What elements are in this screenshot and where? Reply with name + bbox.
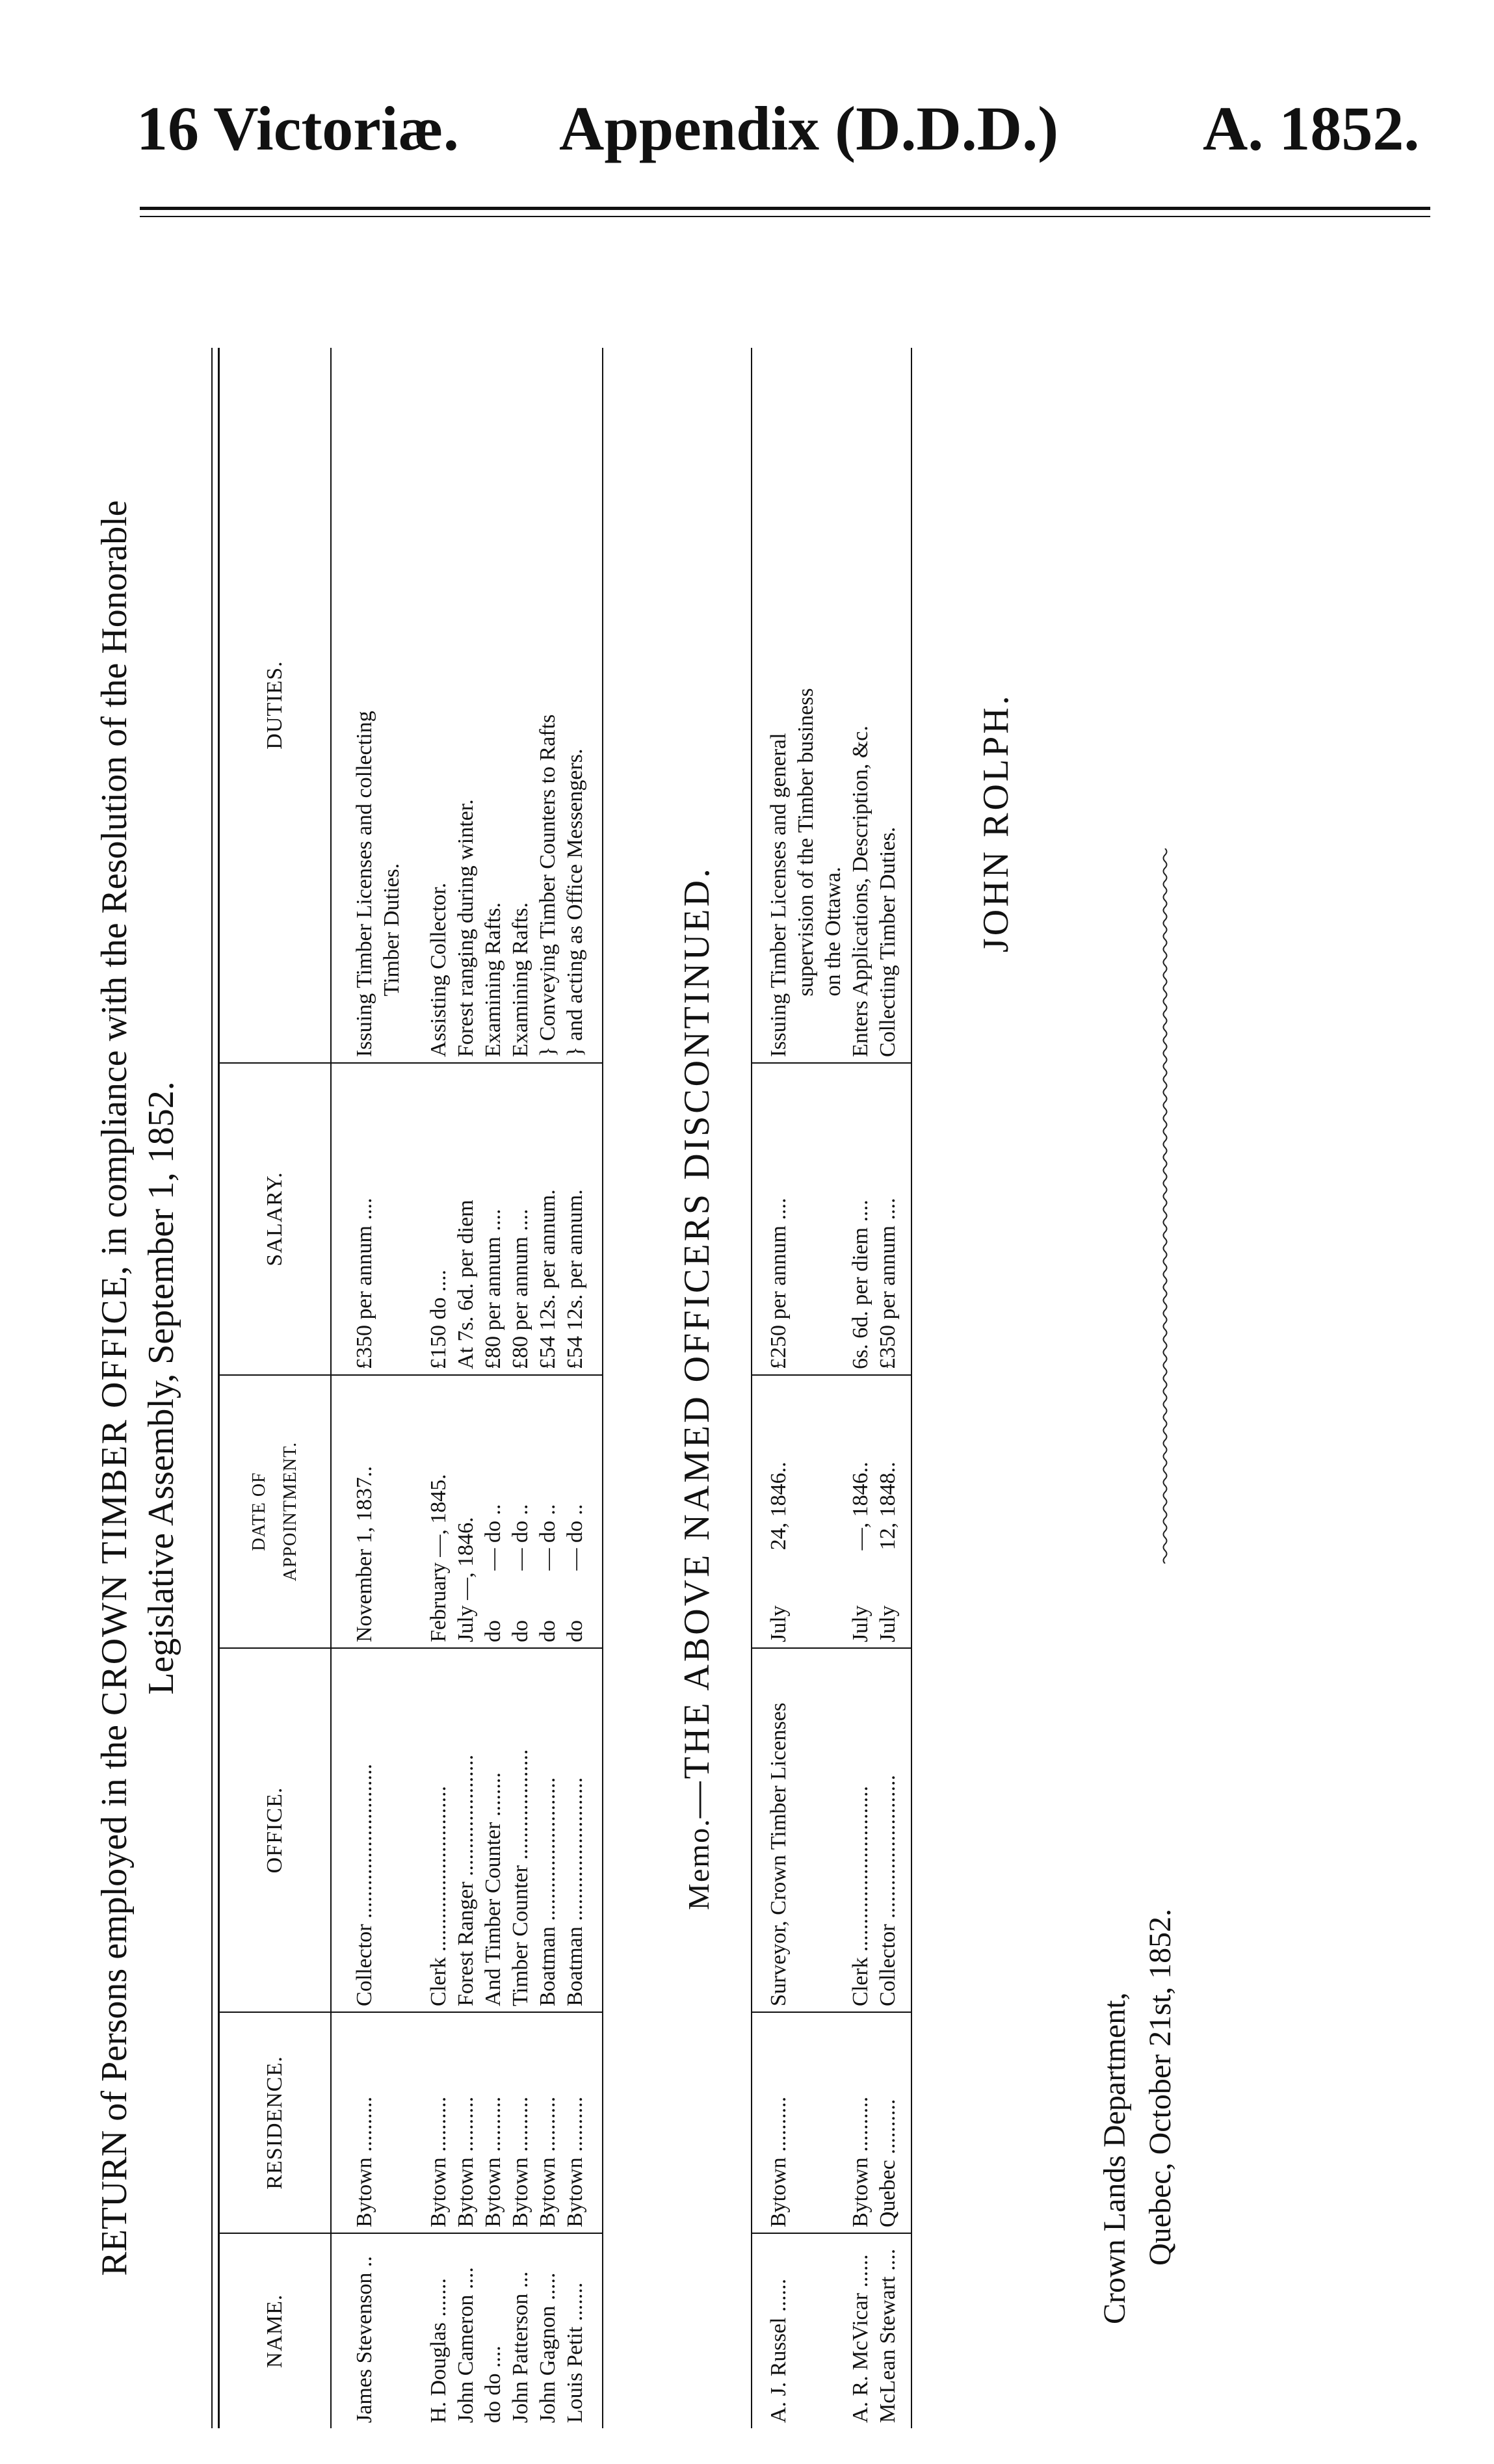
row-name: do do .... xyxy=(481,2346,505,2423)
memo-prefix: Memo. xyxy=(682,1818,715,1910)
row-residence: Bytown .......... xyxy=(406,2012,452,2233)
rotated-return-page xyxy=(78,328,1365,2448)
row-duties: Issuing Timber Licenses and collecting Timber Duties. xyxy=(331,348,406,1063)
row-residence: Bytown .......... xyxy=(507,2012,534,2233)
header-rule-thin xyxy=(140,216,1430,217)
table-row xyxy=(452,348,480,2428)
row-salary: At 7s. 6d. per diem xyxy=(452,1063,480,1375)
row-duties: Collecting Timber Duties. xyxy=(874,348,911,1063)
table-top-rule xyxy=(211,348,213,2428)
table-row xyxy=(874,348,911,2428)
table-row xyxy=(562,348,589,2428)
department-block xyxy=(1092,1909,1183,2324)
table-row xyxy=(331,348,406,2428)
col-residence-header: RESIDENCE. xyxy=(219,2012,332,2233)
signature: JOHN ROLPH. xyxy=(976,693,1016,952)
row-date: do — do .. xyxy=(480,1375,507,1648)
title-office-name: CROWN TIMBER OFFICE, xyxy=(94,1265,135,1716)
row-duties: Forest ranging during winter. xyxy=(452,348,480,1063)
row-date: July —, 1846. xyxy=(452,1375,480,1648)
row-salary: £150 do .... xyxy=(406,1063,452,1375)
row-name: John Cameron .... xyxy=(454,2267,478,2423)
row-office: Timber Counter .................... xyxy=(507,1648,534,2012)
return-title xyxy=(91,328,185,2448)
row-duties: Examining Rafts. xyxy=(507,348,534,1063)
row-date: July —, 1846.. xyxy=(847,1375,874,1648)
row-residence: Bytown .......... xyxy=(562,2012,589,2233)
table-row xyxy=(847,348,874,2428)
row-salary: £54 12s. per annum. xyxy=(534,1063,562,1375)
return-table xyxy=(218,348,603,2428)
table-header-row xyxy=(219,348,332,2428)
row-name: A. R. McVicar ...... xyxy=(848,2254,872,2423)
col-salary-header: SALARY. xyxy=(219,1063,332,1375)
title-line1-post: in compliance with the Resolution of the Honorable xyxy=(94,500,135,1265)
row-duties: Enters Applications, Description, &c. xyxy=(847,348,874,1063)
header-rule-thick xyxy=(140,207,1430,210)
row-salary: £250 per annum .... xyxy=(752,1063,847,1375)
row-office: Collector .......................... xyxy=(874,1648,911,2012)
row-duties: Issuing Timber Licenses and general supervision of the Timber business on the Ottawa. xyxy=(752,348,847,1063)
row-residence: Bytown .......... xyxy=(480,2012,507,2233)
table-row xyxy=(480,348,507,2428)
table-row xyxy=(752,348,847,2428)
row-salary: 6s. 6d. per diem .... xyxy=(847,1063,874,1375)
row-duties: } and acting as Office Messengers. xyxy=(562,348,589,1063)
row-office: Clerk .............................. xyxy=(406,1648,452,2012)
col-duties-header: DUTIES. xyxy=(219,348,332,1063)
row-date: July 12, 1848.. xyxy=(874,1375,911,1648)
table-row xyxy=(534,348,562,2428)
row-name: McLean Stewart .... xyxy=(874,2233,911,2428)
current-officers-table xyxy=(751,348,912,2428)
row-salary: £54 12s. per annum. xyxy=(562,1063,589,1375)
row-residence: Bytown .......... xyxy=(847,2012,874,2233)
row-name: Louis Petit ....... xyxy=(563,2282,587,2423)
row-name: John Gagnon ..... xyxy=(536,2272,560,2423)
row-residence: Bytown .......... xyxy=(752,2012,847,2233)
row-residence: Bytown .......... xyxy=(452,2012,480,2233)
row-date: do — do .. xyxy=(534,1375,562,1648)
row-salary: £350 per annum .... xyxy=(874,1063,911,1375)
row-salary: £350 per annum .... xyxy=(331,1063,406,1375)
col-office-header: OFFICE. xyxy=(219,1648,332,2012)
table-section-end xyxy=(589,348,603,2428)
row-residence: Bytown .......... xyxy=(331,2012,406,2233)
row-date: February —, 1845. xyxy=(406,1375,452,1648)
row-salary: £80 per annum .... xyxy=(507,1063,534,1375)
row-date: November 1, 1837.. xyxy=(331,1375,406,1648)
memo-text: —THE ABOVE NAMED OFFICERS DISCONTINUED. xyxy=(677,866,717,1818)
table-row xyxy=(406,348,452,2428)
row-duties: Examining Rafts. xyxy=(480,348,507,1063)
row-office: Boatman .......................... xyxy=(562,1648,589,2012)
row-name: James Stevenson .. xyxy=(352,2256,376,2423)
title-line2: Legislative Assembly, September 1, 1852. xyxy=(141,1081,181,1695)
row-duties: Assisting Collector. xyxy=(406,348,452,1063)
row-office: Clerk .............................. xyxy=(847,1648,874,2012)
row-date: July 24, 1846.. xyxy=(752,1375,847,1648)
wavy-rule xyxy=(1160,848,1170,1564)
row-name: A. J. Russel ...... xyxy=(752,2233,847,2428)
header-session: 16 Victoriæ. xyxy=(137,94,459,163)
header-appendix: Appendix (D.D.D.) xyxy=(559,94,1059,163)
row-office: Boatman .......................... xyxy=(534,1648,562,2012)
row-date: do — do .. xyxy=(562,1375,589,1648)
header-year: A. 1852. xyxy=(1203,94,1420,163)
department-date: Quebec, October 21st, 1852. xyxy=(1143,1908,1177,2266)
row-residence: Bytown .......... xyxy=(534,2012,562,2233)
row-office: Surveyor, Crown Timber Licenses xyxy=(752,1648,847,2012)
row-office: And Timber Counter ........ xyxy=(480,1648,507,2012)
row-salary: £80 per annum .... xyxy=(480,1063,507,1375)
col-date-header: DATE OF APPOINTMENT. xyxy=(219,1375,332,1648)
row-date: do — do .. xyxy=(507,1375,534,1648)
col-name-header: NAME. xyxy=(219,2233,332,2428)
memo-discontinued xyxy=(676,348,718,2428)
table-row xyxy=(507,348,534,2428)
row-name: H. Douglas ....... xyxy=(426,2278,451,2423)
title-line1-pre: RETURN of Persons employed in the xyxy=(94,1716,135,2276)
row-office: Forest Ranger ...................... xyxy=(452,1648,480,2012)
row-duties: } Conveying Timber Counters to Rafts xyxy=(534,348,562,1063)
row-residence: Quebec .......... xyxy=(874,2012,911,2233)
row-office: Collector ............................ xyxy=(331,1648,406,2012)
department-name: Crown Lands Department, xyxy=(1097,1992,1132,2324)
row-name: John Patterson ... xyxy=(508,2271,532,2423)
